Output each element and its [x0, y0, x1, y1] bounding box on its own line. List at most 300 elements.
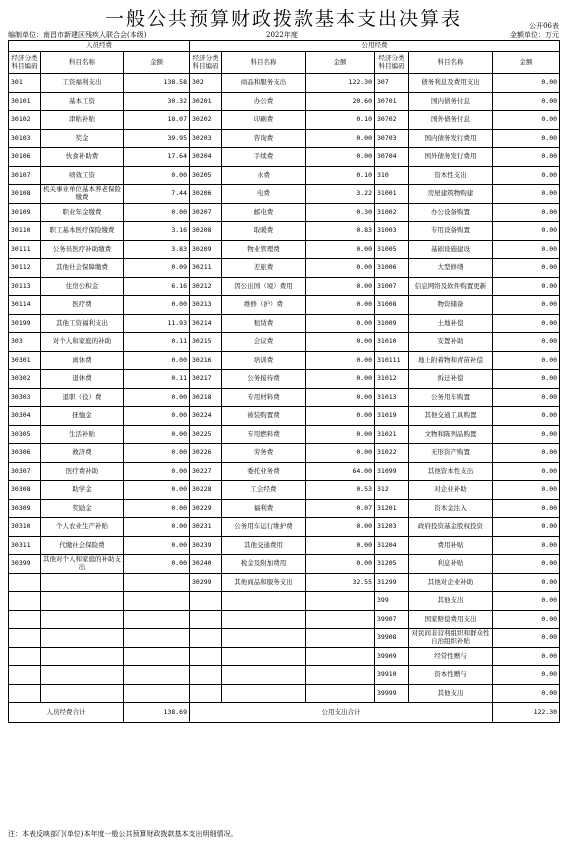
row-name: 其他对个人和家庭的补助支出	[41, 555, 124, 574]
row-code: 31203	[375, 518, 409, 537]
row-code: 30113	[9, 277, 41, 296]
row-name: 物业管理费	[222, 240, 306, 259]
table-row	[9, 666, 560, 685]
table-row	[9, 222, 560, 241]
empty-cell	[190, 666, 222, 685]
row-amount: 0.00	[306, 407, 375, 426]
row-code: 301	[9, 74, 41, 93]
empty-cell	[41, 629, 124, 648]
empty-cell	[9, 610, 41, 629]
row-amount: 0.00	[493, 222, 560, 241]
row-name: 安置补助	[409, 333, 493, 352]
row-name: 公务员医疗补助缴费	[41, 240, 124, 259]
row-amount: 0.00	[124, 462, 190, 481]
row-amount: 0.00	[493, 148, 560, 167]
row-code: 30199	[9, 314, 41, 333]
row-amount: 0.00	[124, 536, 190, 555]
table-row	[9, 148, 560, 167]
row-amount: 0.00	[124, 555, 190, 574]
row-amount: 0.00	[124, 444, 190, 463]
empty-cell	[222, 610, 306, 629]
row-amount: 39.95	[124, 129, 190, 148]
table-row	[9, 166, 560, 185]
row-amount: 0.00	[493, 351, 560, 370]
row-code: 30702	[375, 111, 409, 130]
row-name: 其他支出	[409, 684, 493, 703]
row-amount: 3.16	[124, 222, 190, 241]
empty-cell	[41, 573, 124, 592]
row-code: 30114	[9, 296, 41, 315]
row-code: 30213	[190, 296, 222, 315]
table-row	[9, 129, 560, 148]
table-row	[9, 462, 560, 481]
row-name: 奖励金	[41, 499, 124, 518]
empty-cell	[306, 666, 375, 685]
row-code: 31021	[375, 425, 409, 444]
row-amount: 0.00	[493, 629, 560, 648]
row-code: 30211	[190, 259, 222, 278]
row-amount: 0.00	[306, 425, 375, 444]
empty-cell	[124, 684, 190, 703]
row-name: 邮电费	[222, 203, 306, 222]
row-name: 职业年金缴费	[41, 203, 124, 222]
name-header: 科目名称	[409, 52, 493, 74]
row-amount: 0.00	[306, 314, 375, 333]
row-name: 无形资产购置	[409, 444, 493, 463]
row-name: 工会经费	[222, 481, 306, 500]
row-code: 30239	[190, 536, 222, 555]
row-amount: 0.00	[493, 499, 560, 518]
row-code: 30216	[190, 351, 222, 370]
row-name: 伙食补助费	[41, 148, 124, 167]
row-amount: 0.00	[124, 166, 190, 185]
row-amount: 0.53	[306, 481, 375, 500]
empty-cell	[41, 610, 124, 629]
row-code: 31022	[375, 444, 409, 463]
row-name: 办公设备购置	[409, 203, 493, 222]
row-code: 30203	[190, 129, 222, 148]
row-code: 30215	[190, 333, 222, 352]
table-row	[9, 592, 560, 611]
row-amount: 0.00	[493, 166, 560, 185]
empty-cell	[306, 647, 375, 666]
row-amount: 0.10	[306, 111, 375, 130]
row-code: 310111	[375, 351, 409, 370]
row-amount: 0.00	[493, 296, 560, 315]
row-code: 31001	[375, 185, 409, 204]
public-total-label: 公用支出合计	[190, 703, 493, 723]
table-row	[9, 74, 560, 93]
row-code: 39909	[375, 647, 409, 666]
row-code: 31013	[375, 388, 409, 407]
row-code: 312	[375, 481, 409, 500]
row-code: 30109	[9, 203, 41, 222]
row-code: 30226	[190, 444, 222, 463]
row-amount: 0.00	[306, 240, 375, 259]
table-row	[9, 351, 560, 370]
personnel-total-amount: 138.69	[124, 703, 190, 723]
row-amount: 0.00	[124, 296, 190, 315]
row-amount: 0.00	[306, 518, 375, 537]
name-header: 科目名称	[222, 52, 306, 74]
empty-cell	[124, 592, 190, 611]
row-code: 30704	[375, 148, 409, 167]
row-code: 31005	[375, 240, 409, 259]
row-name: 离休费	[41, 351, 124, 370]
row-name: 资本性赠与	[409, 666, 493, 685]
row-name: 物资储备	[409, 296, 493, 315]
row-amount: 17.64	[124, 148, 190, 167]
public-group-header: 公用经费	[190, 41, 560, 52]
row-amount: 0.00	[124, 499, 190, 518]
row-name: 救济费	[41, 444, 124, 463]
row-code: 30227	[190, 462, 222, 481]
row-code: 30225	[190, 425, 222, 444]
row-name: 其他交通工具购置	[409, 407, 493, 426]
row-name: 取暖费	[222, 222, 306, 241]
row-name: 其他支出	[409, 592, 493, 611]
row-name: 其他商品和服务支出	[222, 573, 306, 592]
empty-cell	[222, 684, 306, 703]
row-amount: 0.00	[306, 296, 375, 315]
row-name: 公务用车购置	[409, 388, 493, 407]
row-amount: 0.00	[306, 555, 375, 574]
meta-line	[8, 30, 559, 40]
row-name: 对个人和家庭的补助	[41, 333, 124, 352]
row-code: 30207	[190, 203, 222, 222]
row-amount: 0.00	[124, 203, 190, 222]
row-name: 助学金	[41, 481, 124, 500]
empty-cell	[222, 592, 306, 611]
empty-cell	[41, 684, 124, 703]
row-name: 劳务费	[222, 444, 306, 463]
row-code: 303	[9, 333, 41, 352]
row-amount: 0.00	[493, 592, 560, 611]
empty-cell	[41, 592, 124, 611]
table-row	[9, 240, 560, 259]
row-code: 30205	[190, 166, 222, 185]
row-amount: 0.00	[493, 407, 560, 426]
row-amount: 64.00	[306, 462, 375, 481]
row-amount: 0.00	[306, 259, 375, 278]
row-amount: 0.00	[493, 111, 560, 130]
row-code: 31201	[375, 499, 409, 518]
table-row	[9, 333, 560, 352]
row-code: 30217	[190, 370, 222, 389]
row-name: 其他社会保障缴费	[41, 259, 124, 278]
row-amount: 0.00	[493, 573, 560, 592]
empty-cell	[306, 592, 375, 611]
row-name: 对企业补助	[409, 481, 493, 500]
row-amount: 0.00	[124, 407, 190, 426]
row-amount: 0.00	[124, 388, 190, 407]
row-amount: 0.00	[306, 277, 375, 296]
row-name: 政府投资基金股权投资	[409, 518, 493, 537]
row-name: 专用燃料费	[222, 425, 306, 444]
row-name: 基础设施建设	[409, 240, 493, 259]
empty-cell	[124, 610, 190, 629]
row-code: 30301	[9, 351, 41, 370]
empty-cell	[9, 629, 41, 648]
row-amount: 0.11	[124, 370, 190, 389]
row-name: 利息补贴	[409, 555, 493, 574]
row-amount: 0.00	[493, 203, 560, 222]
empty-cell	[190, 592, 222, 611]
row-name: 经常性赠与	[409, 647, 493, 666]
row-name: 代缴社会保险费	[41, 536, 124, 555]
row-amount: 0.00	[124, 351, 190, 370]
table-row	[9, 647, 560, 666]
row-code: 31007	[375, 277, 409, 296]
table-row	[9, 185, 560, 204]
row-name: 医疗费补助	[41, 462, 124, 481]
empty-cell	[222, 629, 306, 648]
empty-cell	[222, 647, 306, 666]
row-code: 31019	[375, 407, 409, 426]
row-amount: 0.00	[493, 518, 560, 537]
row-code: 310	[375, 166, 409, 185]
table-row	[9, 555, 560, 574]
empty-cell	[41, 647, 124, 666]
row-amount: 0.10	[306, 166, 375, 185]
row-name: 委托业务费	[222, 462, 306, 481]
row-name: 地上附着物和青苗补偿	[409, 351, 493, 370]
row-code: 30208	[190, 222, 222, 241]
row-name: 债务利息及费用支出	[409, 74, 493, 93]
row-code: 30240	[190, 555, 222, 574]
row-name: 对民间非营利组织和群众性自治组织补贴	[409, 629, 493, 648]
row-name: 专用设备购置	[409, 222, 493, 241]
row-amount: 0.00	[493, 555, 560, 574]
table-row	[9, 481, 560, 500]
row-amount: 7.44	[124, 185, 190, 204]
footnote: 注：本表反映部门(单位)本年度一般公共预算财政拨款基本支出明细情况。	[8, 830, 238, 838]
row-code: 30303	[9, 388, 41, 407]
empty-cell	[9, 592, 41, 611]
table-row	[9, 203, 560, 222]
empty-cell	[190, 647, 222, 666]
empty-cell	[222, 666, 306, 685]
row-amount: 0.09	[124, 259, 190, 278]
table-row	[9, 92, 560, 111]
row-name: 电费	[222, 185, 306, 204]
row-name: 印刷费	[222, 111, 306, 130]
empty-cell	[190, 629, 222, 648]
row-name: 国内债务发行费用	[409, 129, 493, 148]
table-row	[9, 388, 560, 407]
row-amount: 0.00	[306, 333, 375, 352]
row-name: 咨询费	[222, 129, 306, 148]
personnel-group-header: 人员经费	[9, 41, 190, 52]
table-row	[9, 425, 560, 444]
row-code: 30107	[9, 166, 41, 185]
row-amount: 6.16	[124, 277, 190, 296]
row-name: 公务接待费	[222, 370, 306, 389]
row-name: 专用材料费	[222, 388, 306, 407]
row-code: 30206	[190, 185, 222, 204]
empty-cell	[306, 629, 375, 648]
row-amount: 3.83	[124, 240, 190, 259]
row-code: 30299	[190, 573, 222, 592]
row-name: 国外债务付息	[409, 111, 493, 130]
row-code: 30229	[190, 499, 222, 518]
row-amount: 0.00	[493, 610, 560, 629]
row-code: 30308	[9, 481, 41, 500]
row-name: 其他工资福利支出	[41, 314, 124, 333]
row-amount: 0.00	[306, 444, 375, 463]
table-row	[9, 370, 560, 389]
row-code: 31002	[375, 203, 409, 222]
row-name: 机关事业单位基本养老保险缴费	[41, 185, 124, 204]
row-name: 房屋建筑物购建	[409, 185, 493, 204]
row-amount: 0.00	[493, 462, 560, 481]
row-amount: 32.55	[306, 573, 375, 592]
expenditure-table	[8, 40, 560, 723]
row-amount: 0.00	[306, 148, 375, 167]
row-name: 被装购置费	[222, 407, 306, 426]
row-code: 30218	[190, 388, 222, 407]
row-amount: 0.00	[306, 351, 375, 370]
row-code: 30209	[190, 240, 222, 259]
row-amount: 20.60	[306, 92, 375, 111]
row-code: 39999	[375, 684, 409, 703]
empty-cell	[124, 647, 190, 666]
row-name: 水费	[222, 166, 306, 185]
table-row	[9, 573, 560, 592]
row-code: 30703	[375, 129, 409, 148]
row-name: 手续费	[222, 148, 306, 167]
row-code: 30111	[9, 240, 41, 259]
row-code: 31299	[375, 573, 409, 592]
amount-header: 金额	[493, 52, 560, 74]
row-name: 个人农业生产补贴	[41, 518, 124, 537]
unit-label: 编制单位：南昌市新建区残疾人联合会(本级)	[8, 31, 147, 39]
row-name: 国家赔偿费用支出	[409, 610, 493, 629]
row-name: 因公出国（境）费用	[222, 277, 306, 296]
empty-cell	[9, 573, 41, 592]
row-amount: 0.00	[124, 425, 190, 444]
row-amount: 0.00	[493, 444, 560, 463]
row-code: 30224	[190, 407, 222, 426]
row-name: 培训费	[222, 351, 306, 370]
table-row	[9, 499, 560, 518]
row-amount: 0.00	[306, 388, 375, 407]
table-row	[9, 407, 560, 426]
row-amount: 0.00	[493, 185, 560, 204]
row-name: 费用补贴	[409, 536, 493, 555]
row-code: 30202	[190, 111, 222, 130]
code-header: 经济分类科目编码	[190, 52, 222, 74]
row-name: 资本性支出	[409, 166, 493, 185]
row-amount: 11.93	[124, 314, 190, 333]
row-amount: 0.00	[493, 314, 560, 333]
empty-cell	[190, 684, 222, 703]
table-row	[9, 444, 560, 463]
row-name: 奖金	[41, 129, 124, 148]
row-amount: 0.00	[493, 333, 560, 352]
row-name: 租赁费	[222, 314, 306, 333]
row-code: 30309	[9, 499, 41, 518]
group-header-row	[9, 41, 560, 52]
row-code: 31012	[375, 370, 409, 389]
row-amount: 0.83	[306, 222, 375, 241]
row-code: 30311	[9, 536, 41, 555]
row-code: 30201	[190, 92, 222, 111]
row-code: 30110	[9, 222, 41, 241]
row-name: 工资福利支出	[41, 74, 124, 93]
personnel-total-label: 人员经费合计	[9, 703, 124, 723]
row-name: 基本工资	[41, 92, 124, 111]
column-header-row	[9, 52, 560, 74]
report-title: 一般公共预算财政拨款基本支出决算表	[104, 8, 462, 30]
row-name: 其他资本性支出	[409, 462, 493, 481]
table-row	[9, 277, 560, 296]
row-amount: 0.00	[306, 129, 375, 148]
row-code: 30101	[9, 92, 41, 111]
table-row	[9, 684, 560, 703]
row-name: 文物和陈列品购置	[409, 425, 493, 444]
row-amount: 0.30	[306, 203, 375, 222]
table-row	[9, 314, 560, 333]
empty-cell	[9, 647, 41, 666]
empty-cell	[124, 573, 190, 592]
row-amount: 0.00	[493, 536, 560, 555]
row-amount: 0.00	[493, 370, 560, 389]
row-code: 30302	[9, 370, 41, 389]
row-amount: 3.22	[306, 185, 375, 204]
row-name: 大型修缮	[409, 259, 493, 278]
row-name: 其他交通费用	[222, 536, 306, 555]
row-name: 福利费	[222, 499, 306, 518]
row-amount: 18.07	[124, 111, 190, 130]
row-name: 住房公积金	[41, 277, 124, 296]
row-amount: 0.00	[306, 370, 375, 389]
table-row	[9, 259, 560, 278]
row-name: 国内债务付息	[409, 92, 493, 111]
row-name: 津贴补贴	[41, 111, 124, 130]
row-code: 307	[375, 74, 409, 93]
total-row	[9, 703, 560, 723]
row-code: 30204	[190, 148, 222, 167]
row-code: 30108	[9, 185, 41, 204]
row-name: 公务用车运行维护费	[222, 518, 306, 537]
row-amount: 30.32	[124, 92, 190, 111]
row-code: 30214	[190, 314, 222, 333]
row-code: 30112	[9, 259, 41, 278]
row-amount: 0.00	[493, 666, 560, 685]
row-code: 30106	[9, 148, 41, 167]
public-total-amount: 122.30	[493, 703, 560, 723]
row-code: 31205	[375, 555, 409, 574]
row-name: 税金及附加费用	[222, 555, 306, 574]
row-amount: 0.00	[493, 684, 560, 703]
row-code: 31099	[375, 462, 409, 481]
form-code: 公开06表	[529, 22, 559, 30]
row-amount: 0.00	[493, 92, 560, 111]
row-name: 商品和服务支出	[222, 74, 306, 93]
row-amount: 0.00	[306, 536, 375, 555]
row-code: 30231	[190, 518, 222, 537]
empty-cell	[190, 610, 222, 629]
row-amount: 0.00	[493, 647, 560, 666]
row-amount: 0.00	[493, 240, 560, 259]
empty-cell	[306, 610, 375, 629]
row-name: 拆迁补偿	[409, 370, 493, 389]
row-code: 30310	[9, 518, 41, 537]
row-name: 抚恤金	[41, 407, 124, 426]
row-code: 30305	[9, 425, 41, 444]
row-name: 退职（役）费	[41, 388, 124, 407]
